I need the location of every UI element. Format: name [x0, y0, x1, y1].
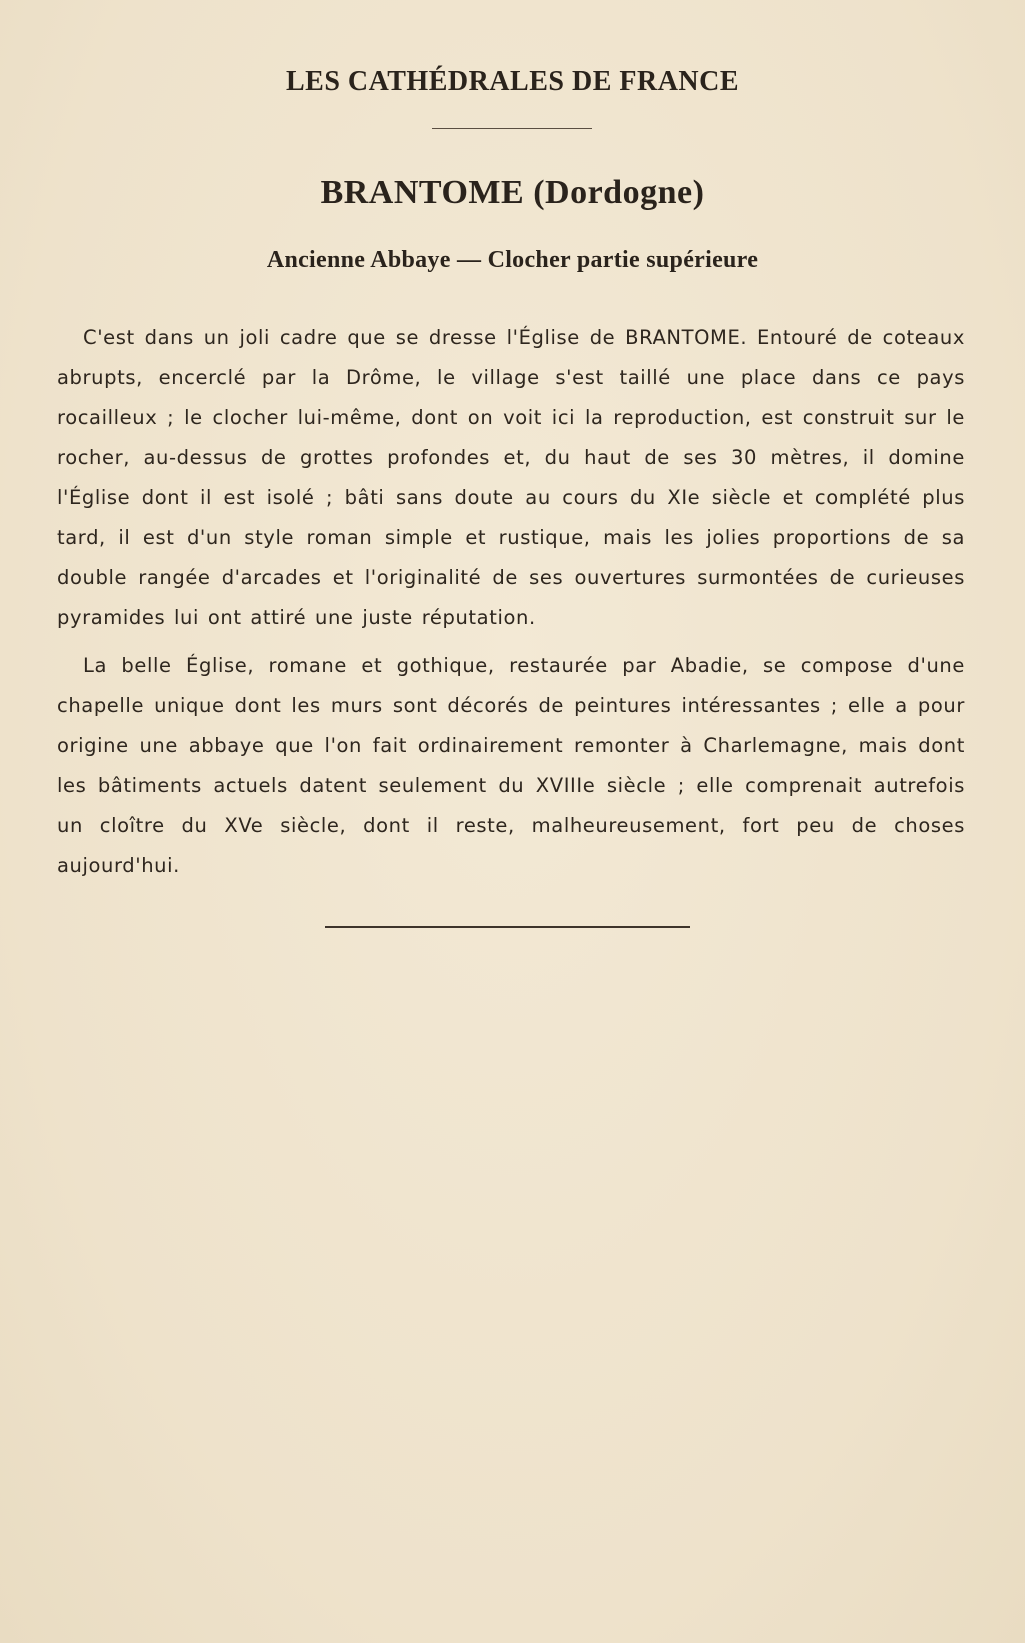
description-text	[57, 318, 965, 886]
paragraph-2: La belle Église, romane et gothique, restaurée par Abadie, se compose d'une chapelle unique dont les murs sont décorés de peintures intéressantes ; elle a pour origine une abbaye que l'on fait ordinairement remonter à Charlemagne, mais dont les bâtiments actuels datent seulement du XVIIIe siècle ; elle comprenait autrefois un cloître du XVe siècle, dont il reste, malheureusement, fort peu de choses aujourd'hui.	[57, 654, 965, 877]
paragraph-1: C'est dans un joli cadre que se dresse l'Église de BRANTOME. Entouré de coteaux abrupts, encerclé par la Drôme, le village s'est taillé une place dans ce pays rocailleux ; le clocher lui-même, dont on voit ici la reproduction, est construit sur le rocher, au-dessus de grottes profondes et, du haut de ses 30 mètres, il domine l'Église dont il est isolé ; bâti sans doute au cours du XIe siècle et complété plus tard, il est d'un style roman simple et rustique, mais les jolies proportions de sa double rangée d'arcades et l'originalité de ses ouvertures surmontées de curieuses pyramides lui ont attiré une juste réputation.	[57, 326, 965, 629]
bottom-divider	[325, 926, 690, 928]
title-divider	[432, 128, 592, 129]
subtitle: Ancienne Abbaye — Clocher partie supérieure	[266, 247, 759, 273]
place-title: BRANTOME (Dordogne)	[320, 174, 705, 211]
series-title: LES CATHÉDRALES DE FRANCE	[285, 66, 740, 97]
